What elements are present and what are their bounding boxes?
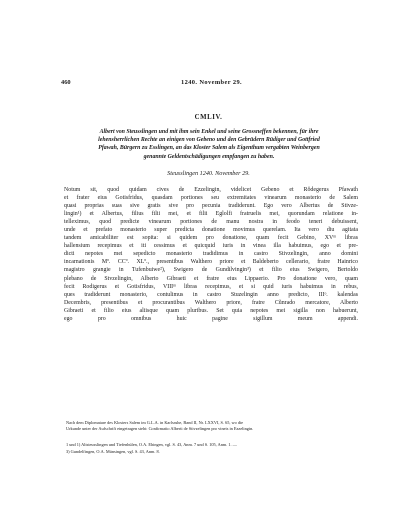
source-note: Nach dem Diplomatare des Klosters Salem im G.L.A. in Karlsruhe, Band II, Nr. LXXVI, S. 65, wo die Urkunde unter der Aufschrift eingetragen steht: Confirmatio Alberti de Stivzelingen pro vineis in Ezzelingin.	[66, 420, 254, 432]
document-rubric: Albert von Steusslingen und mit ihm sein Enkel und seine Grossneffen bekennen, für ihre lehensherrlichen Rechte an einigen von Gebeno und den Gebrüdern Rüdiger und Gottfried Pfawah, Bürgern zu Esslingen, an das Kloster Salem als Eigenthum vergabten Weinbergen genannte Geldentschädigungen empfangen zu haben.	[98, 129, 320, 160]
page-header	[61, 79, 361, 89]
footnotes: 1 und 1) Altsteusslingen und Tiefenhülen, O.A. Ehingen, vgl. S. 43, Anm. 7 und S. 105, Anm. 1. — 3) Gundelfingen, O.A. Münsingen, vgl. S. 43, Anm. 8.	[66, 442, 237, 455]
document-body-text: Notum sit, quod quidam cives de Ezzelingin, videlicet Gebeno et Rŏdegerus Pfawath et frater eius Gotisfridus, quasdam portiones seu extremitates vinearum monasterio de Salem quasi proprias suas sive gratis sive pro pecunia tradiderunt. Ego vero Albertus de Stivze- lingin¹) et Albertus, filius filii mei, et filii Eglolfi fratruelis mei, quorundam relatione in- telleximus, quod predicte vinearum portiones de manu nostra in feodo teneri debuissent, unde et prefato monasterio super predicta donatione movimus querelam. Ita vero diu agitata tandem amicabiliter est sopita: si quidem pro donatione, quam fecit Gebino, XVᵐ libras hallensium recepimus et iti cessimus et quicquid iuris in vinea illa habuimus, ego et pre- dicti nepotes mei sepedicto monasterio tradidimus in castro Stivzelingin, anno domini incarnationis Mº. CCº. XLº., presentibus Walthero priore et Baldeberto cellerario, fratre Hainrico magistro grangie in Tufenbuiwe²), Swigero de Gundilvingin³) et filio eius Swigero, Bertoldo plebano de Stvzelingin, Alberto Gibraeti et fratre eius Lippaerio. Pro donatione vero, quam fecit Rodigerus et Gotisfridus, VIIIᵐ libras recepimus, et si quid iuris habuimus in rebus, ques tradiderunt monasterio, contulimus in castro Stuzelingin anno predicto, IIIᵒ. kalendas Decembris, presentibus et procurantibus Walthero priore, fratre Cŭnrado mercatore, Alberto Gibraeti et filio eius aliisque quam pluribus. Set quia nepotes mei sigilla non habuerunt, ego pro omnibus huic pagine sigillum meum appendi.	[64, 187, 358, 322]
header-date: 1240. November 29.	[181, 79, 243, 86]
document-number: CMLIV.	[194, 114, 223, 121]
place-and-date: Steusslingen 1240. November 29.	[167, 170, 250, 177]
page-number: 460	[61, 79, 71, 86]
